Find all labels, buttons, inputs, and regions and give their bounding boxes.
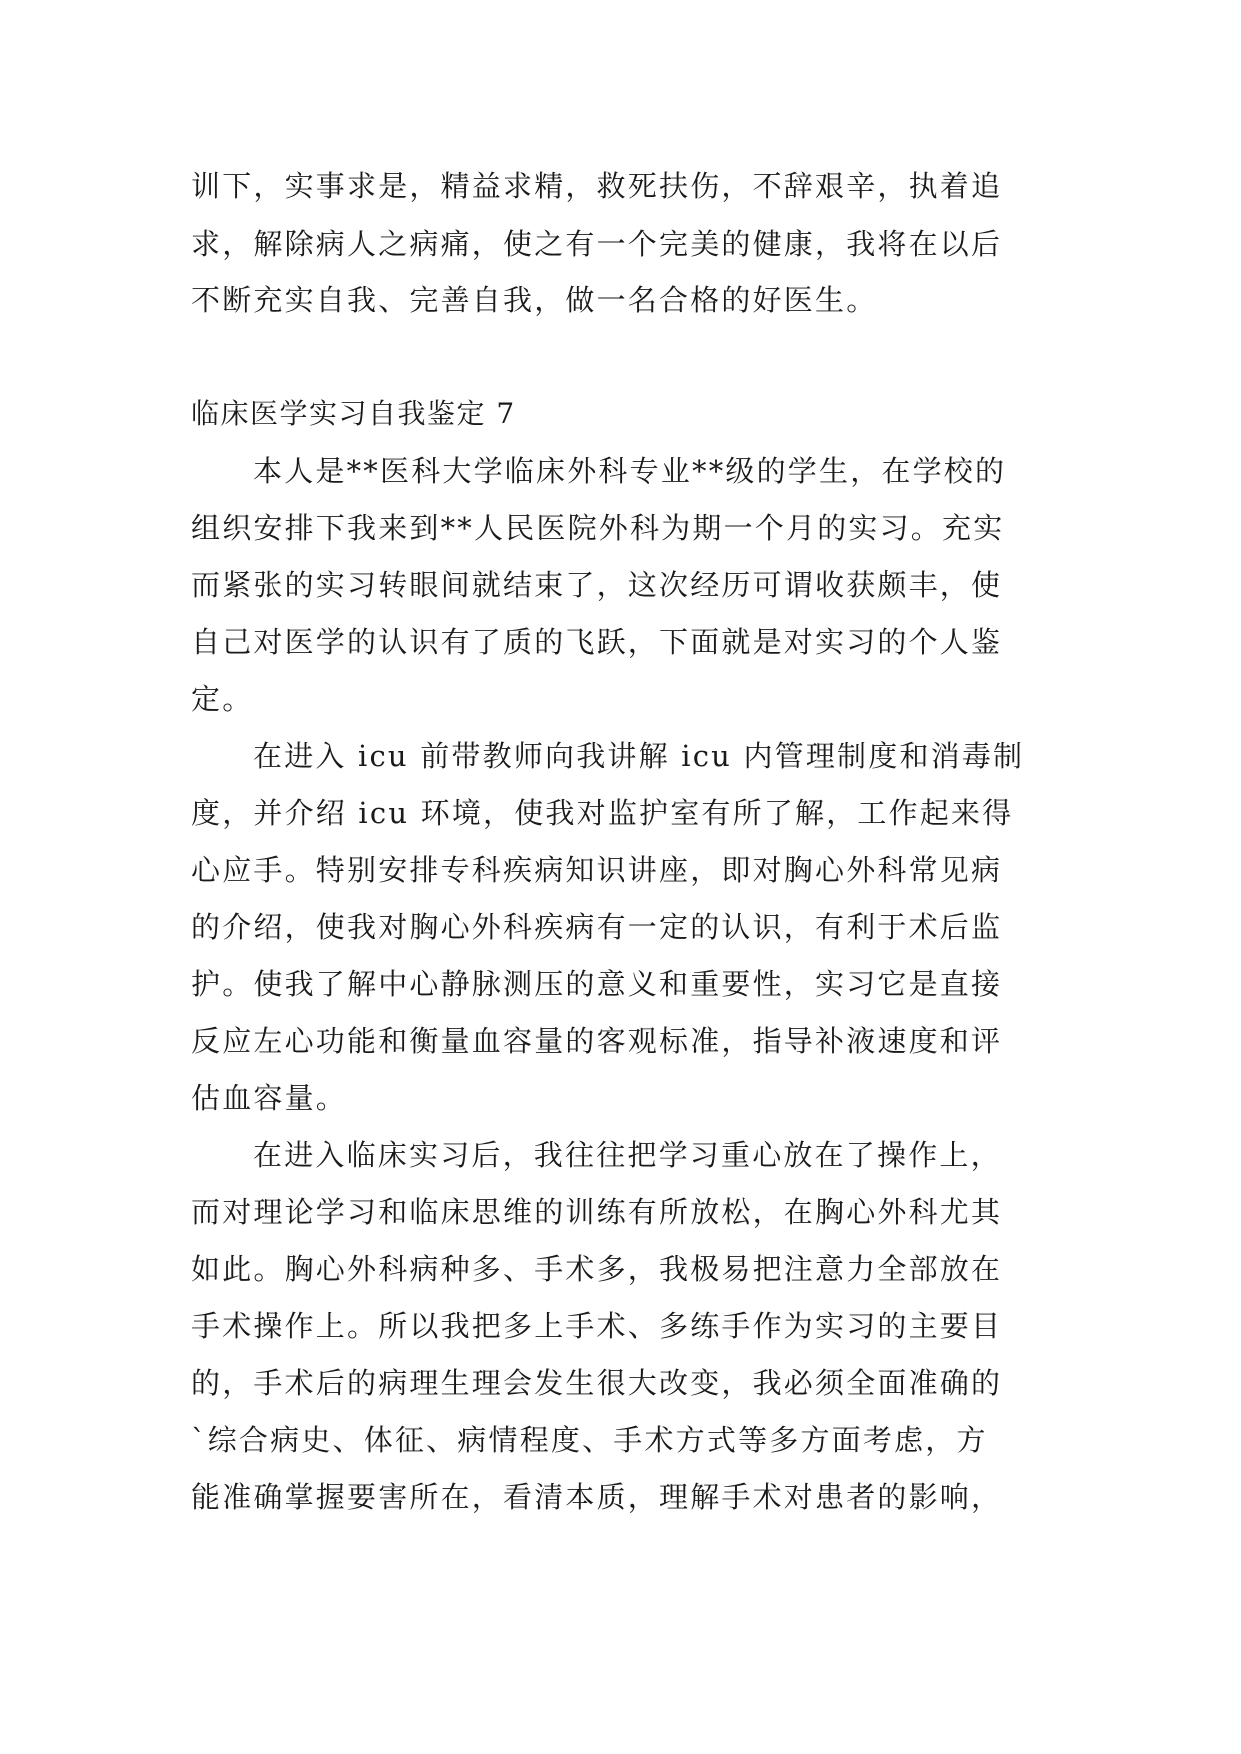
section-title: 临床医学实习自我鉴定 7 (191, 397, 516, 430)
paragraph-line: 本人是**医科大学临床外科专业**级的学生，在学校的 (253, 454, 1007, 488)
paragraph-line: 求，解除病人之病痛，使之有一个完美的健康，我将在以后 (191, 227, 1003, 261)
paragraph-line: 度，并介绍 icu 环境，使我对监护室有所了解，工作起来得 (191, 796, 1014, 830)
paragraph-line: 组织安排下我来到**人民医院外科为期一个月的实习。充实 (191, 511, 1005, 545)
paragraph-line: 自己对医学的认识有了质的飞跃，下面就是对实习的个人鉴 (191, 625, 1003, 659)
paragraph-line: 的介绍，使我对胸心外科疾病有一定的认识，有利于术后监 (191, 910, 1003, 944)
paragraph-line: 的，手术后的病理生理会发生很大改变，我必须全面准确的 (191, 1366, 1003, 1400)
paragraph-line: 而紧张的实习转眼间就结束了，这次经历可谓收获颇丰，使 (191, 568, 1003, 602)
paragraph-line: 定。 (191, 682, 254, 716)
paragraph-line: 不断充实自我、完善自我，做一名合格的好医生。 (191, 283, 878, 317)
paragraph-line: 心应手。特别安排专科疾病知识讲座，即对胸心外科常见病 (191, 853, 1003, 887)
paragraph-line: 如此。胸心外科病种多、手术多，我极易把注意力全部放在 (191, 1252, 1003, 1286)
paragraph-line: 在进入临床实习后，我往往把学习重心放在了操作上， (253, 1138, 1002, 1172)
paragraph-line: 反应左心功能和衡量血容量的客观标准，指导补液速度和评 (191, 1024, 1003, 1058)
paragraph-line: 估血容量。 (191, 1081, 348, 1115)
paragraph-line: 在进入 icu 前带教师向我讲解 icu 内管理制度和消毒制 (253, 739, 1025, 773)
paragraph-line: 训下，实事求是，精益求精，救死扶伤，不辞艰辛，执着追 (191, 169, 1003, 203)
paragraph-line: 能准确掌握要害所在，看清本质，理解手术对患者的影响， (191, 1480, 1003, 1514)
paragraph-line: 而对理论学习和临床思维的训练有所放松，在胸心外科尤其 (191, 1195, 1003, 1229)
paragraph-line: `综合病史、体征、病情程度、手术方式等多方面考虑，方 (191, 1423, 988, 1457)
paragraph-line: 手术操作上。所以我把多上手术、多练手作为实习的主要目 (191, 1309, 1003, 1343)
paragraph-line: 护。使我了解中心静脉测压的意义和重要性，实习它是直接 (191, 967, 1003, 1001)
